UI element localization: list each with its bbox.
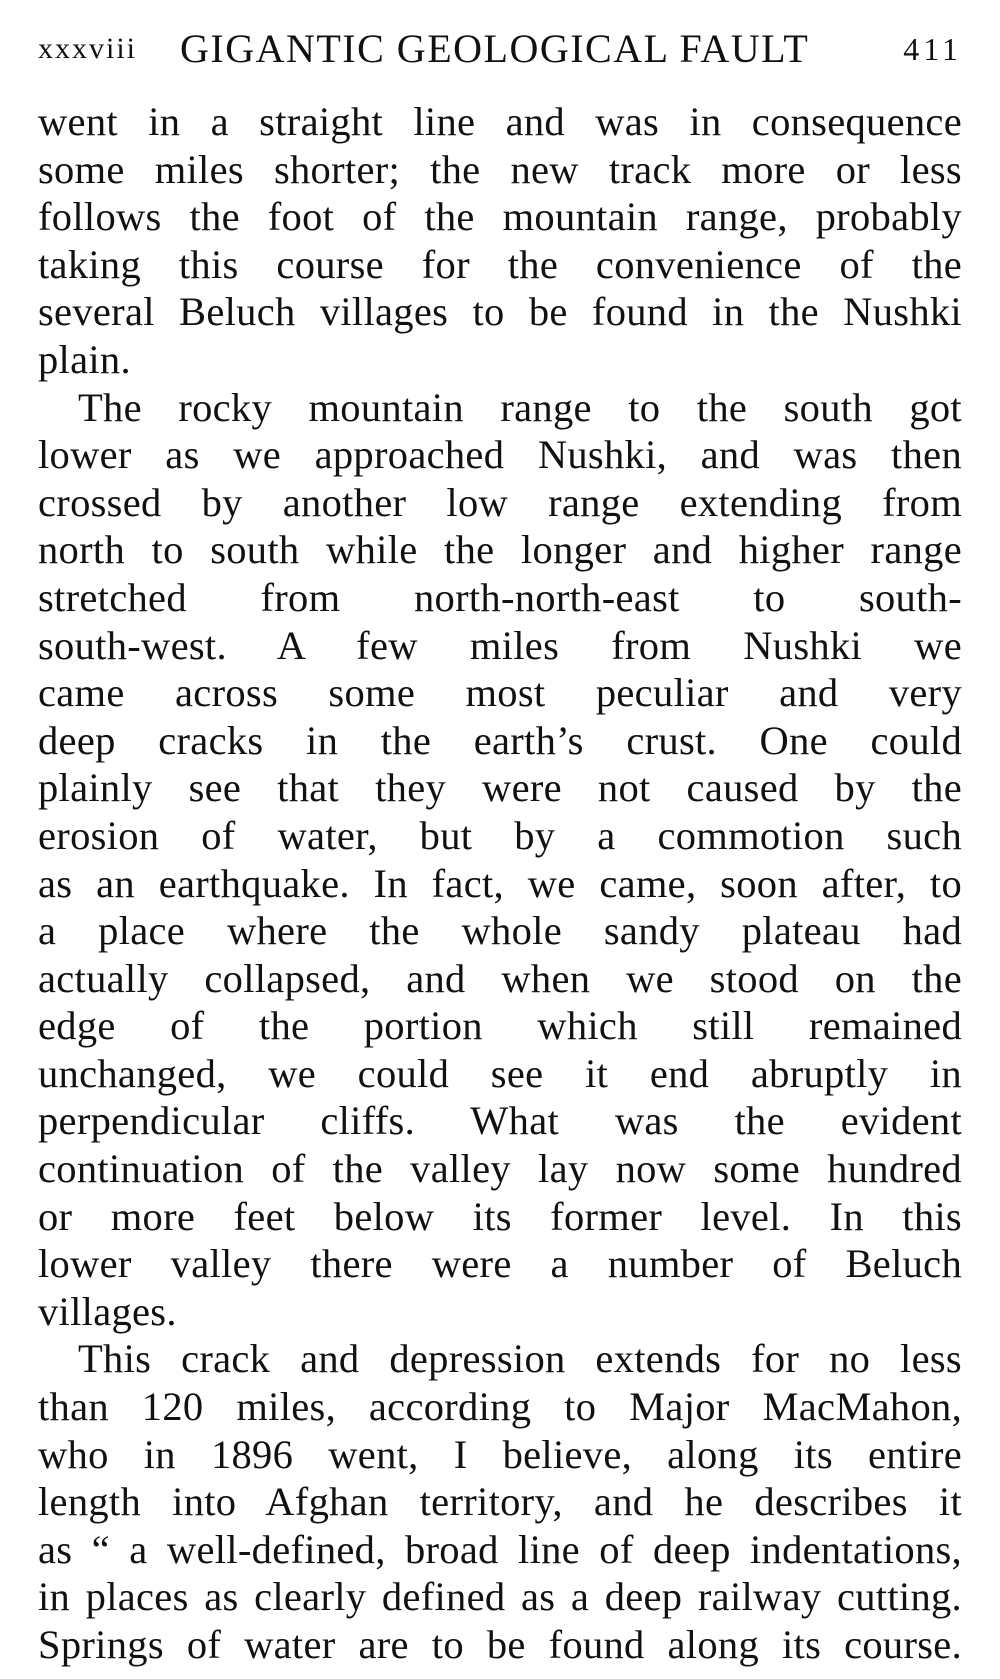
text-line: who in 1896 went, I believe, along its entire [38,1431,962,1477]
text-line: south-west. A few miles from Nushki we [38,622,962,668]
text-line: stretched from north-north-east to south- [38,574,962,620]
text-line: Springs of water are to be found along its course. [38,1622,962,1667]
running-header [38,18,962,80]
text-line: deep cracks in the earth’s crust. One could [38,717,962,763]
text-line: This crack and depression extends for no less [78,1336,962,1382]
text-line: some miles shorter; the new track more or less [38,146,962,192]
text-line: edge of the portion which still remained [38,1003,962,1049]
text-line: actually collapsed, and when we stood on the [38,955,962,1001]
text-line: continuation of the valley lay now some hundred [38,1146,962,1192]
text-line: lower valley there were a number of Beluch [38,1241,962,1287]
paragraph-2 [38,384,962,1336]
text-line: taking this course for the convenience of the [38,241,962,287]
running-title: GIGANTIC GEOLOGICAL FAULT [180,26,810,71]
text-line: several Beluch villages to be found in the Nushki [38,289,962,335]
body-text [38,98,962,1669]
text-line: erosion of water, but by a commotion such [38,812,962,858]
text-line: The rocky mountain range to the south got [78,384,962,430]
text-line: follows the foot of the mountain range, probably [38,194,962,240]
text-line: came across some most peculiar and very [38,670,962,716]
text-line: plain. [38,336,131,382]
text-line: as “ a well-defined, broad line of deep indentations, [38,1526,962,1572]
text-line: north to south while the longer and higher range [38,527,962,573]
paragraph-1 [38,98,962,384]
text-line: lower as we approached Nushki, and was then [38,432,962,478]
text-line: villages. [38,1288,177,1334]
text-line: a place where the whole sandy plateau had [38,908,962,954]
text-line: plainly see that they were not caused by the [38,765,962,811]
paragraph-3 [38,1335,962,1668]
text-line: or more feet below its former level. In this [38,1193,962,1239]
text-line: went in a straight line and was in consequence [38,99,962,144]
text-line: unchanged, we could see it end abruptly in [38,1050,962,1096]
chapter-number: xxxviii [38,32,138,65]
text-line: as an earthquake. In fact, we came, soon after, to [38,860,962,906]
text-line: crossed by another low range extending from [38,479,962,525]
text-line: in places as clearly defined as a deep railway cutting. [38,1574,962,1620]
text-line: than 120 miles, according to Major MacMahon, [38,1384,962,1430]
text-line: length into Afghan territory, and he describes it [38,1479,962,1525]
page-number: 411 [903,31,962,67]
text-line: perpendicular cliffs. What was the evident [38,1098,962,1144]
book-page [38,0,962,1669]
